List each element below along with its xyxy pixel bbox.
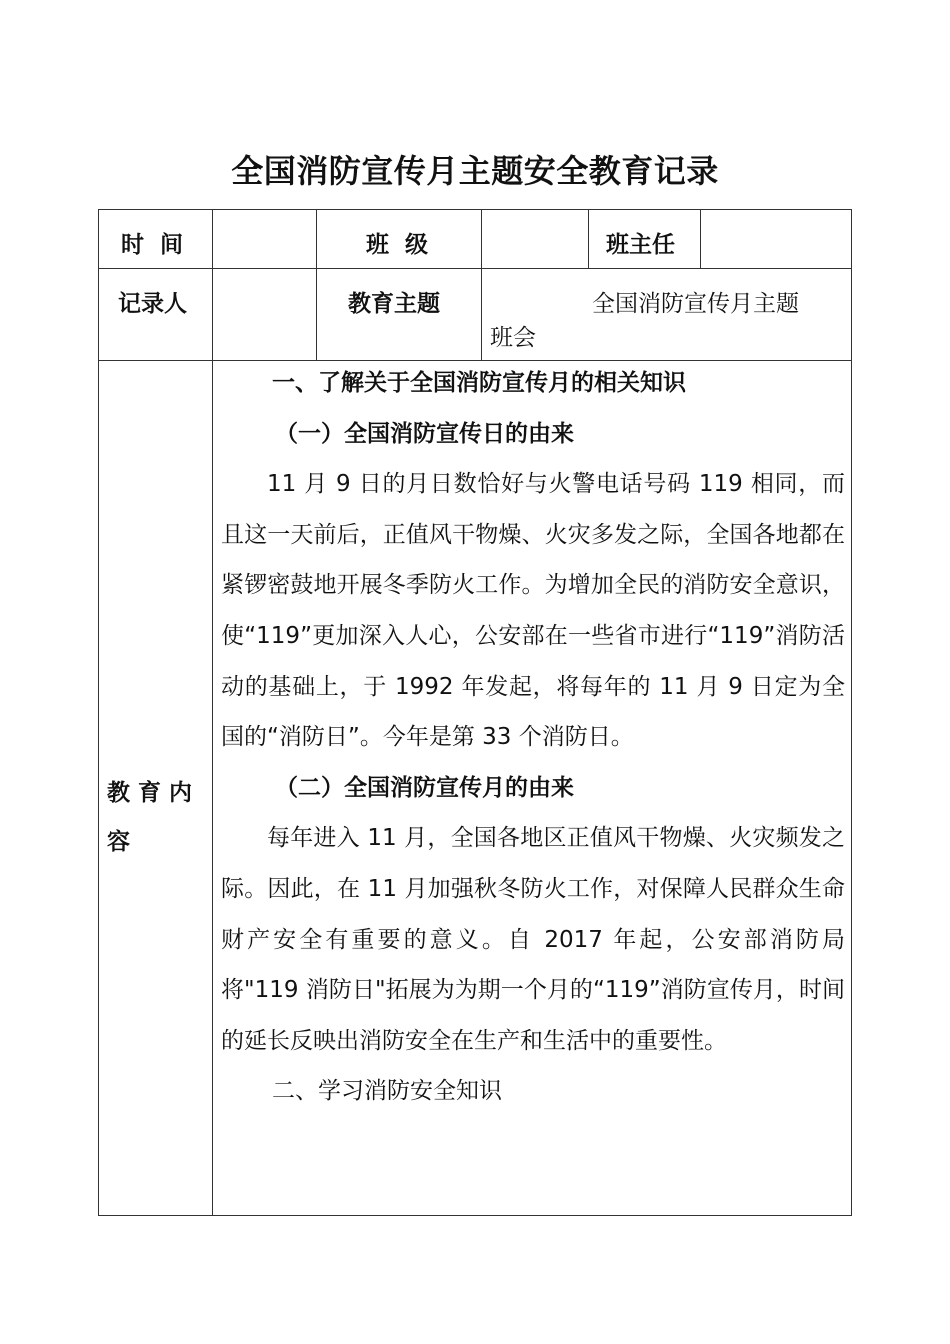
recorder-label: 记录人 <box>118 291 187 317</box>
subsection-heading-1: （一）全国消防宣传日的由来 <box>275 420 574 447</box>
table-border-right <box>851 209 852 1216</box>
head-teacher-label: 班主任 <box>606 232 675 258</box>
table-col-divider-3 <box>481 209 482 361</box>
education-theme-label: 教育主题 <box>348 291 440 317</box>
table-col-divider-4 <box>588 209 589 269</box>
education-theme-value-line1: 全国消防宣传月主题 <box>592 291 799 317</box>
time-label: 时 间 <box>121 232 184 258</box>
class-label: 班 级 <box>366 232 429 258</box>
table-col-divider-5 <box>700 209 701 269</box>
education-content <box>221 358 845 1117</box>
education-theme-value-line2: 班会 <box>490 325 536 351</box>
subsection-paragraph-1: 11 月 9 日的月日数恰好与火警电话号码 119 相同，而且这一天前后，正值风干物燥、火灾多发之际，全国各地都在紧锣密鼓地开展冬季防火工作。为增加全民的消防安全意识，使“119”更加深入人心，公安部在一些省市进行“119”消防活动的基础上，于 1992 年发起，将每年的 11 月 9 日定为全国的“消防日”。今年是第 33 个消防日。 <box>221 471 845 751</box>
section-heading-2: 二、学习消防安全知识 <box>272 1078 502 1105</box>
table-col-divider-1 <box>212 209 213 1216</box>
subsection-heading-2: （二）全国消防宣传月的由来 <box>275 774 574 801</box>
education-content-label-line1: 教 育 内 <box>107 780 193 806</box>
subsection-paragraph-2: 每年进入 11 月，全国各地区正值风干物燥、火灾频发之际。因此，在 11 月加强秋冬防火工作，对保障人民群众生命财产安全有重要的意义。自 2017 年起，公安部消防局将"119 消防日"拓展为为期一个月的“119”消防宣传月，时间的延长反映出消防安全在生产和生活中的重要性。 <box>221 825 845 1054</box>
education-content-label-line2: 容 <box>107 829 130 855</box>
document-title: 全国消防宣传月主题安全教育记录 <box>231 152 719 190</box>
table-col-divider-2 <box>316 209 317 361</box>
table-border-left <box>98 209 99 1216</box>
section-heading-1: 一、了解关于全国消防宣传月的相关知识 <box>272 370 686 396</box>
